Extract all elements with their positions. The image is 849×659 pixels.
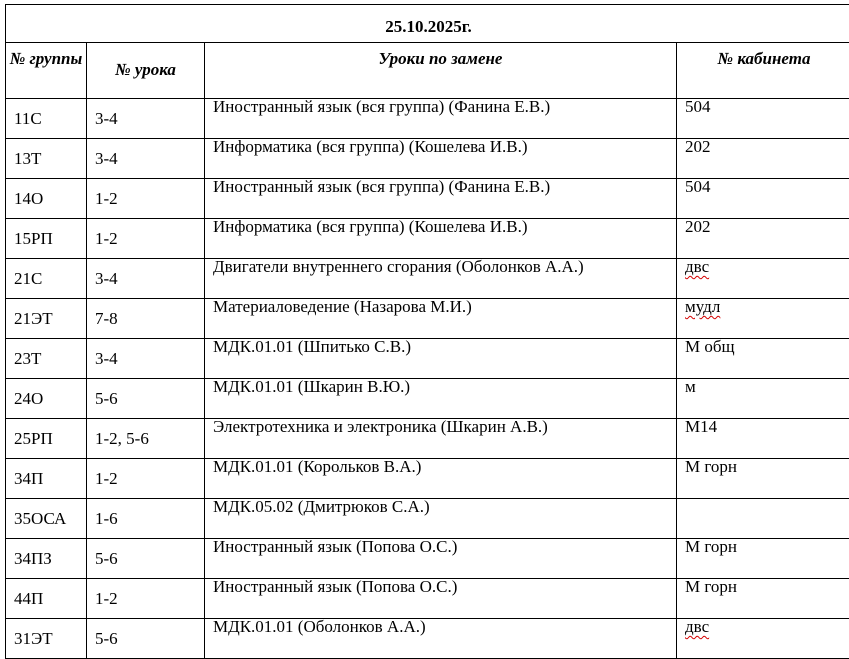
room-cell (677, 259, 849, 299)
table-row (6, 339, 849, 379)
header-subject (205, 43, 677, 99)
lesson-cell (87, 139, 205, 179)
room-value: М общ (677, 339, 849, 358)
room-value: м (677, 379, 849, 398)
room-cell (677, 459, 849, 499)
room-cell (677, 139, 849, 179)
group-cell (6, 579, 87, 619)
table-row (6, 299, 849, 339)
header-room-label: № кабинета (677, 43, 849, 69)
subject-value: Электротехника и электроника (Шкарин А.В.) (205, 419, 676, 438)
lesson-cell (87, 459, 205, 499)
subject-value: МДК.01.01 (Шпитько С.В.) (205, 339, 676, 358)
room-value: М14 (677, 419, 849, 438)
group-cell (6, 499, 87, 539)
group-cell (6, 379, 87, 419)
subject-value: МДК.05.02 (Дмитрюков С.А.) (205, 499, 676, 518)
room-value: двс (677, 619, 849, 638)
table-row (6, 579, 849, 619)
group-value: 31ЭТ (6, 619, 86, 649)
room-cell (677, 419, 849, 459)
room-value: 202 (677, 139, 849, 158)
lesson-value: 1-6 (87, 499, 204, 529)
group-cell (6, 459, 87, 499)
group-cell (6, 179, 87, 219)
room-cell (677, 99, 849, 139)
lesson-value: 5-6 (87, 379, 204, 409)
room-value: М горн (677, 459, 849, 478)
subject-value: Иностранный язык (вся группа) (Фанина Е.В.) (205, 99, 676, 118)
group-value: 34П (6, 459, 86, 489)
title-row (6, 5, 849, 43)
subject-value: Иностранный язык (вся группа) (Фанина Е.В.) (205, 179, 676, 198)
header-row (6, 43, 849, 99)
lesson-value: 3-4 (87, 99, 204, 129)
lesson-value: 1-2 (87, 579, 204, 609)
lesson-value: 1-2 (87, 219, 204, 249)
lesson-value: 3-4 (87, 259, 204, 289)
subject-cell (205, 259, 677, 299)
lesson-value: 5-6 (87, 539, 204, 569)
room-cell (677, 579, 849, 619)
group-value: 14О (6, 179, 86, 209)
subject-cell (205, 219, 677, 259)
date-title: 25.10.2025г. (385, 17, 472, 36)
lesson-value: 1-2 (87, 179, 204, 209)
header-lesson (87, 43, 205, 99)
subject-value: Информатика (вся группа) (Кошелева И.В.) (205, 219, 676, 238)
room-value: 202 (677, 219, 849, 238)
room-value: 504 (677, 179, 849, 198)
room-cell (677, 539, 849, 579)
room-cell (677, 379, 849, 419)
lesson-cell (87, 99, 205, 139)
table-row (6, 219, 849, 259)
group-cell (6, 619, 87, 659)
subject-cell (205, 339, 677, 379)
subject-cell (205, 99, 677, 139)
subject-cell (205, 419, 677, 459)
lesson-cell (87, 499, 205, 539)
header-group-label: № группы (6, 43, 86, 69)
group-cell (6, 299, 87, 339)
substitution-table (5, 4, 849, 659)
table-row (6, 499, 849, 539)
subject-value: Материаловедение (Назарова М.И.) (205, 299, 676, 318)
subject-cell (205, 379, 677, 419)
group-value: 11С (6, 99, 86, 129)
table-row (6, 379, 849, 419)
subject-cell (205, 579, 677, 619)
table-row (6, 179, 849, 219)
subject-cell (205, 619, 677, 659)
table-row (6, 259, 849, 299)
room-value: мудл (677, 299, 849, 318)
room-value: М горн (677, 579, 849, 598)
group-cell (6, 539, 87, 579)
lesson-cell (87, 379, 205, 419)
room-cell (677, 179, 849, 219)
group-value: 25РП (6, 419, 86, 449)
subject-value: МДК.01.01 (Шкарин В.Ю.) (205, 379, 676, 398)
subject-cell (205, 179, 677, 219)
subject-value: Иностранный язык (Попова О.С.) (205, 539, 676, 558)
group-cell (6, 259, 87, 299)
subject-cell (205, 139, 677, 179)
lesson-cell (87, 539, 205, 579)
lesson-cell (87, 219, 205, 259)
group-cell (6, 339, 87, 379)
room-cell (677, 499, 849, 539)
lesson-value: 1-2, 5-6 (87, 419, 204, 449)
group-value: 15РП (6, 219, 86, 249)
lesson-cell (87, 339, 205, 379)
group-cell (6, 139, 87, 179)
group-cell (6, 219, 87, 259)
group-value: 44П (6, 579, 86, 609)
header-lesson-label: № урока (87, 43, 204, 80)
room-cell (677, 339, 849, 379)
table-row (6, 539, 849, 579)
header-group (6, 43, 87, 99)
lesson-value: 7-8 (87, 299, 204, 329)
group-value: 35ОСА (6, 499, 86, 529)
group-value: 24О (6, 379, 86, 409)
lesson-cell (87, 259, 205, 299)
lesson-cell (87, 179, 205, 219)
lesson-cell (87, 579, 205, 619)
group-cell (6, 99, 87, 139)
lesson-value: 1-2 (87, 459, 204, 489)
table-row (6, 419, 849, 459)
group-value: 21С (6, 259, 86, 289)
subject-value: МДК.01.01 (Корольков В.А.) (205, 459, 676, 478)
group-cell (6, 419, 87, 459)
header-room (677, 43, 849, 99)
subject-cell (205, 539, 677, 579)
subject-value: Двигатели внутреннего сгорания (Оболонков А.А.) (205, 259, 676, 278)
table-row (6, 99, 849, 139)
room-cell (677, 299, 849, 339)
room-value: М горн (677, 539, 849, 558)
group-value: 13Т (6, 139, 86, 169)
table-row (6, 619, 849, 659)
lesson-cell (87, 299, 205, 339)
room-cell (677, 219, 849, 259)
group-value: 23Т (6, 339, 86, 369)
table-row (6, 139, 849, 179)
lesson-value: 3-4 (87, 339, 204, 369)
room-value: 504 (677, 99, 849, 118)
subject-value: Иностранный язык (Попова О.С.) (205, 579, 676, 598)
group-value: 34ПЗ (6, 539, 86, 569)
lesson-cell (87, 619, 205, 659)
subject-cell (205, 459, 677, 499)
table-row (6, 459, 849, 499)
lesson-value: 3-4 (87, 139, 204, 169)
room-value: двс (677, 259, 849, 278)
room-cell (677, 619, 849, 659)
subject-cell (205, 499, 677, 539)
group-value: 21ЭТ (6, 299, 86, 329)
subject-value: Информатика (вся группа) (Кошелева И.В.) (205, 139, 676, 158)
subject-value: МДК.01.01 (Оболонков А.А.) (205, 619, 676, 638)
lesson-cell (87, 419, 205, 459)
lesson-value: 5-6 (87, 619, 204, 649)
header-subject-label: Уроки по замене (205, 43, 676, 69)
date-title-cell (6, 5, 849, 43)
subject-cell (205, 299, 677, 339)
